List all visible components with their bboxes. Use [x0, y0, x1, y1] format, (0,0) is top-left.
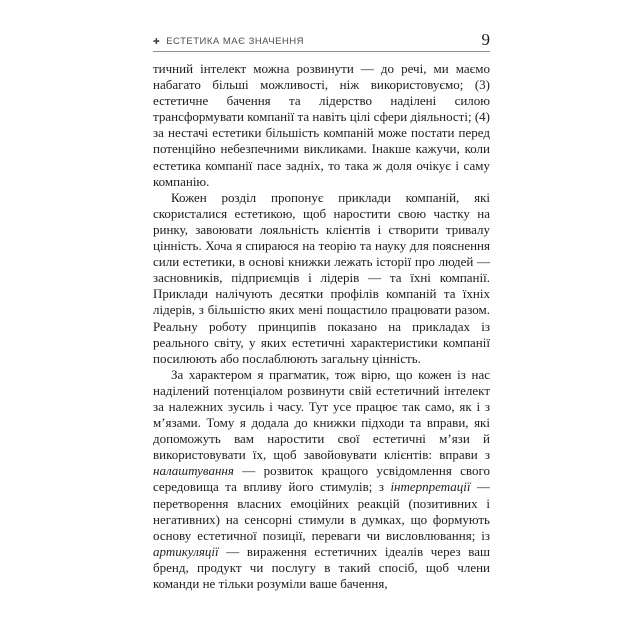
italic-term: інтерпретації	[390, 479, 471, 495]
text-run: — розвиток кращого усвідомлення свого середовища та впливу його стимулів; з	[153, 463, 490, 495]
paragraph	[153, 61, 490, 190]
body-text	[153, 61, 490, 592]
text-run: — вираження естетичних ідеалів через ваш бренд, продукт чи послугу в такий спосіб, щоб члени команди не тільки розуміли ваше бачення,	[153, 543, 490, 591]
page-number: 9	[481, 30, 490, 49]
paragraph	[153, 367, 490, 592]
text-run: тичний інтелект можна розвинути — до речі, ми маємо набагато більші можливості, ніж використовуємо; (3) естетичне бачення та лідерство наділені силою трансформувати компанії та навіть цілі сфери діяльності; (4) за нестачі естетики більшість компаній може постати перед потенційно небезпечними викликами. Інакше кажучи, коли естетика компанії пасе задніх, то така ж доля очікує і саму компанію.	[153, 61, 490, 189]
text-run: Кожен розділ пропонує приклади компаній, які скористалися естетикою, щоб наростити свою частку на ринку, завоювати лояльність клієнтів і створити тривалу цінність. Хоча я спираюся на теорію та науку для пояснення сили естетики, в основі книжки лежать історії про людей — засновників, підприємців і лідерів — та їхні компанії. Приклади налічують десятки профілів компаній та їхніх лідерів, з більшістю яких мені пощастило працювати разом. Реальну роботу принципів показано на прикладах із реального світу, у яких естетичні характеристики компанії посилюють або послаблюють загальну цінність.	[153, 189, 490, 366]
text-run: — перетворення власних емоційних реакцій (позитивних і негативних) на сенсорні стимули в думках, що формують основу естетичної позиції, переваги чи висловлювання; із	[153, 479, 490, 543]
running-header-left	[153, 36, 304, 48]
paragraph	[153, 190, 490, 367]
italic-term: налаштування	[153, 463, 234, 479]
running-header-title: ЕСТЕТИКА МАЄ ЗНАЧЕННЯ	[166, 36, 305, 47]
chapter-marker-icon: ✚	[153, 37, 161, 46]
text-run: За характером я прагматик, тож вірю, що кожен із нас наділений потенціалом розвинути свій естетичний інтелект за належних зусиль і часу. Тут усе працює так само, як і з м’язами. Тому я додала до книжки підходи та вправи, які допоможуть вам наростити свої естетичні м’язи й використовувати їх, щоб завойовувати клієнтів: вправи з	[153, 366, 490, 463]
running-header	[153, 32, 490, 52]
italic-term: артикуляції	[153, 543, 219, 559]
